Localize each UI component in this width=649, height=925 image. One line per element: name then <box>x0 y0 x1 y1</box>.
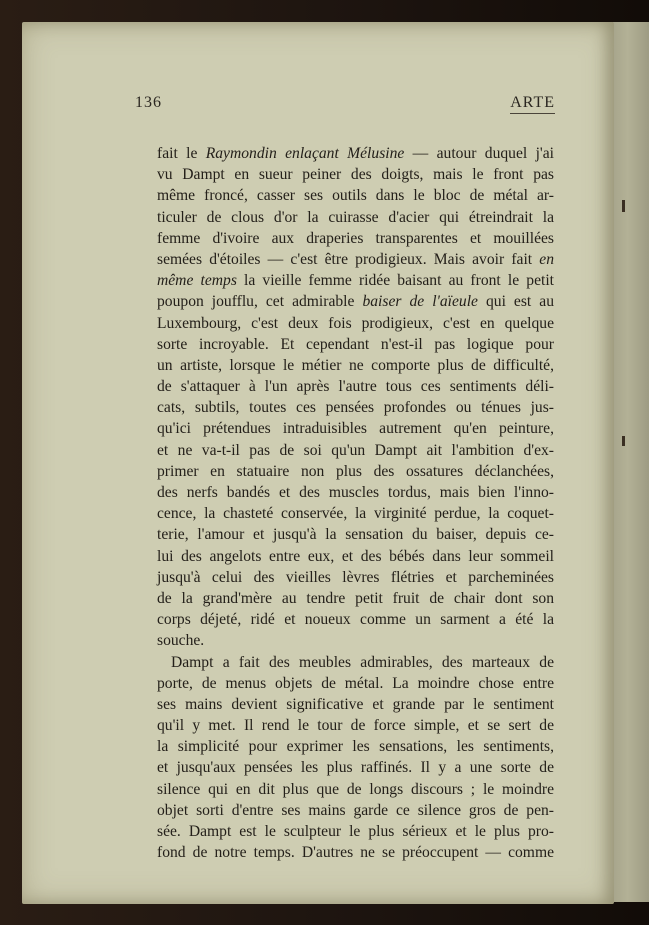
text-line: corps déjeté, ridé et noueux comme un sarment a été la <box>157 611 554 629</box>
text-line: sorte incroyable. Et cependant n'est-il pas logique pour <box>157 335 554 353</box>
text-line: et jusqu'aux pensées les plus raffinés. Il y a une sorte de <box>157 759 554 777</box>
text-line: femme d'ivoire aux draperies transparentes et mouillées <box>157 229 554 247</box>
text-line: ses mains devient significative et grande par le sentiment <box>157 695 554 713</box>
margin-mark <box>622 200 625 212</box>
text-line: fond de notre temps. D'autres ne se préoccupent — comme <box>157 844 554 862</box>
text-line: vu Dampt en sueur peiner des doigts, mais le front pas <box>157 166 554 184</box>
text-line: Dampt a fait des meubles admirables, des marteaux de <box>171 653 554 671</box>
text-line: qu'ici prétendues intraduisibles autrement qu'en peinture, <box>157 420 554 438</box>
text-line: même froncé, casser ses outils dans le bloc de métal ar- <box>157 187 554 205</box>
text-line: porte, de menus objets de métal. La moindre chose entre <box>157 674 554 692</box>
text-line: même temps la vieille femme ridée baisant au front le petit <box>157 272 554 290</box>
text-line: de la grand'mère au tendre petit fruit de chair dont son <box>157 589 554 607</box>
text-line: lui des angelots entre eux, et des bébés dans leur sommeil <box>157 547 554 565</box>
text-line: et ne va-t-il pas de soi qu'un Dampt ait l'ambition d'ex- <box>157 441 554 459</box>
text-line: souche. <box>157 632 205 650</box>
text-line: qu'il y met. Il rend le tour de force simple, et se sert de <box>157 717 554 735</box>
text-line: semées d'étoiles — c'est être prodigieux. Mais avoir fait en <box>157 250 554 268</box>
text-line: la simplicité pour exprimer les sensations, les sentiments, <box>157 738 554 756</box>
text-line: cence, la chasteté conservée, la virginité perdue, la coquet- <box>157 505 554 523</box>
text-line: un artiste, lorsque le métier ne comporte plus de difficulté, <box>157 356 554 374</box>
text-line: cats, subtils, toutes ces pensées profondes ou ténues jus- <box>157 399 554 417</box>
text-line: de s'attaquer à l'un après l'autre tous ces sentiments déli- <box>157 378 554 396</box>
page-header <box>135 94 555 116</box>
body-text <box>157 143 554 863</box>
text-line: objet sorti d'entre ses mains garde ce silence gros de pen- <box>157 801 554 819</box>
text-line: ticuler de clous d'or la cuirasse d'acier qui étreindrait la <box>157 208 554 226</box>
text-line: poupon joufflu, cet admirable baiser de l'aïeule qui est au <box>157 293 554 311</box>
adjacent-page-edge <box>612 22 649 902</box>
running-head: ARTE <box>510 94 555 114</box>
text-line: silence qui en dit plus que de longs discours ; le moindre <box>157 780 554 798</box>
page-number: 136 <box>135 94 162 111</box>
text-line: jusqu'à celui des vieilles lèvres flétries et parcheminées <box>157 568 554 586</box>
text-line: des nerfs bandés et des muscles tordus, mais bien l'inno- <box>157 484 554 501</box>
text-line: fait le Raymondin enlaçant Mélusine — autour duquel j'ai <box>157 145 554 162</box>
margin-mark <box>622 436 625 446</box>
text-line: sée. Dampt est le sculpteur le plus sérieux et le plus pro- <box>157 823 554 840</box>
text-line: terie, l'amour et jusqu'à la sensation du baiser, depuis ce- <box>157 526 554 544</box>
text-line: primer en statuaire non plus des ossatures déclanchées, <box>157 462 554 480</box>
text-line: Luxembourg, c'est deux fois prodigieux, c'est en quelque <box>157 314 554 332</box>
